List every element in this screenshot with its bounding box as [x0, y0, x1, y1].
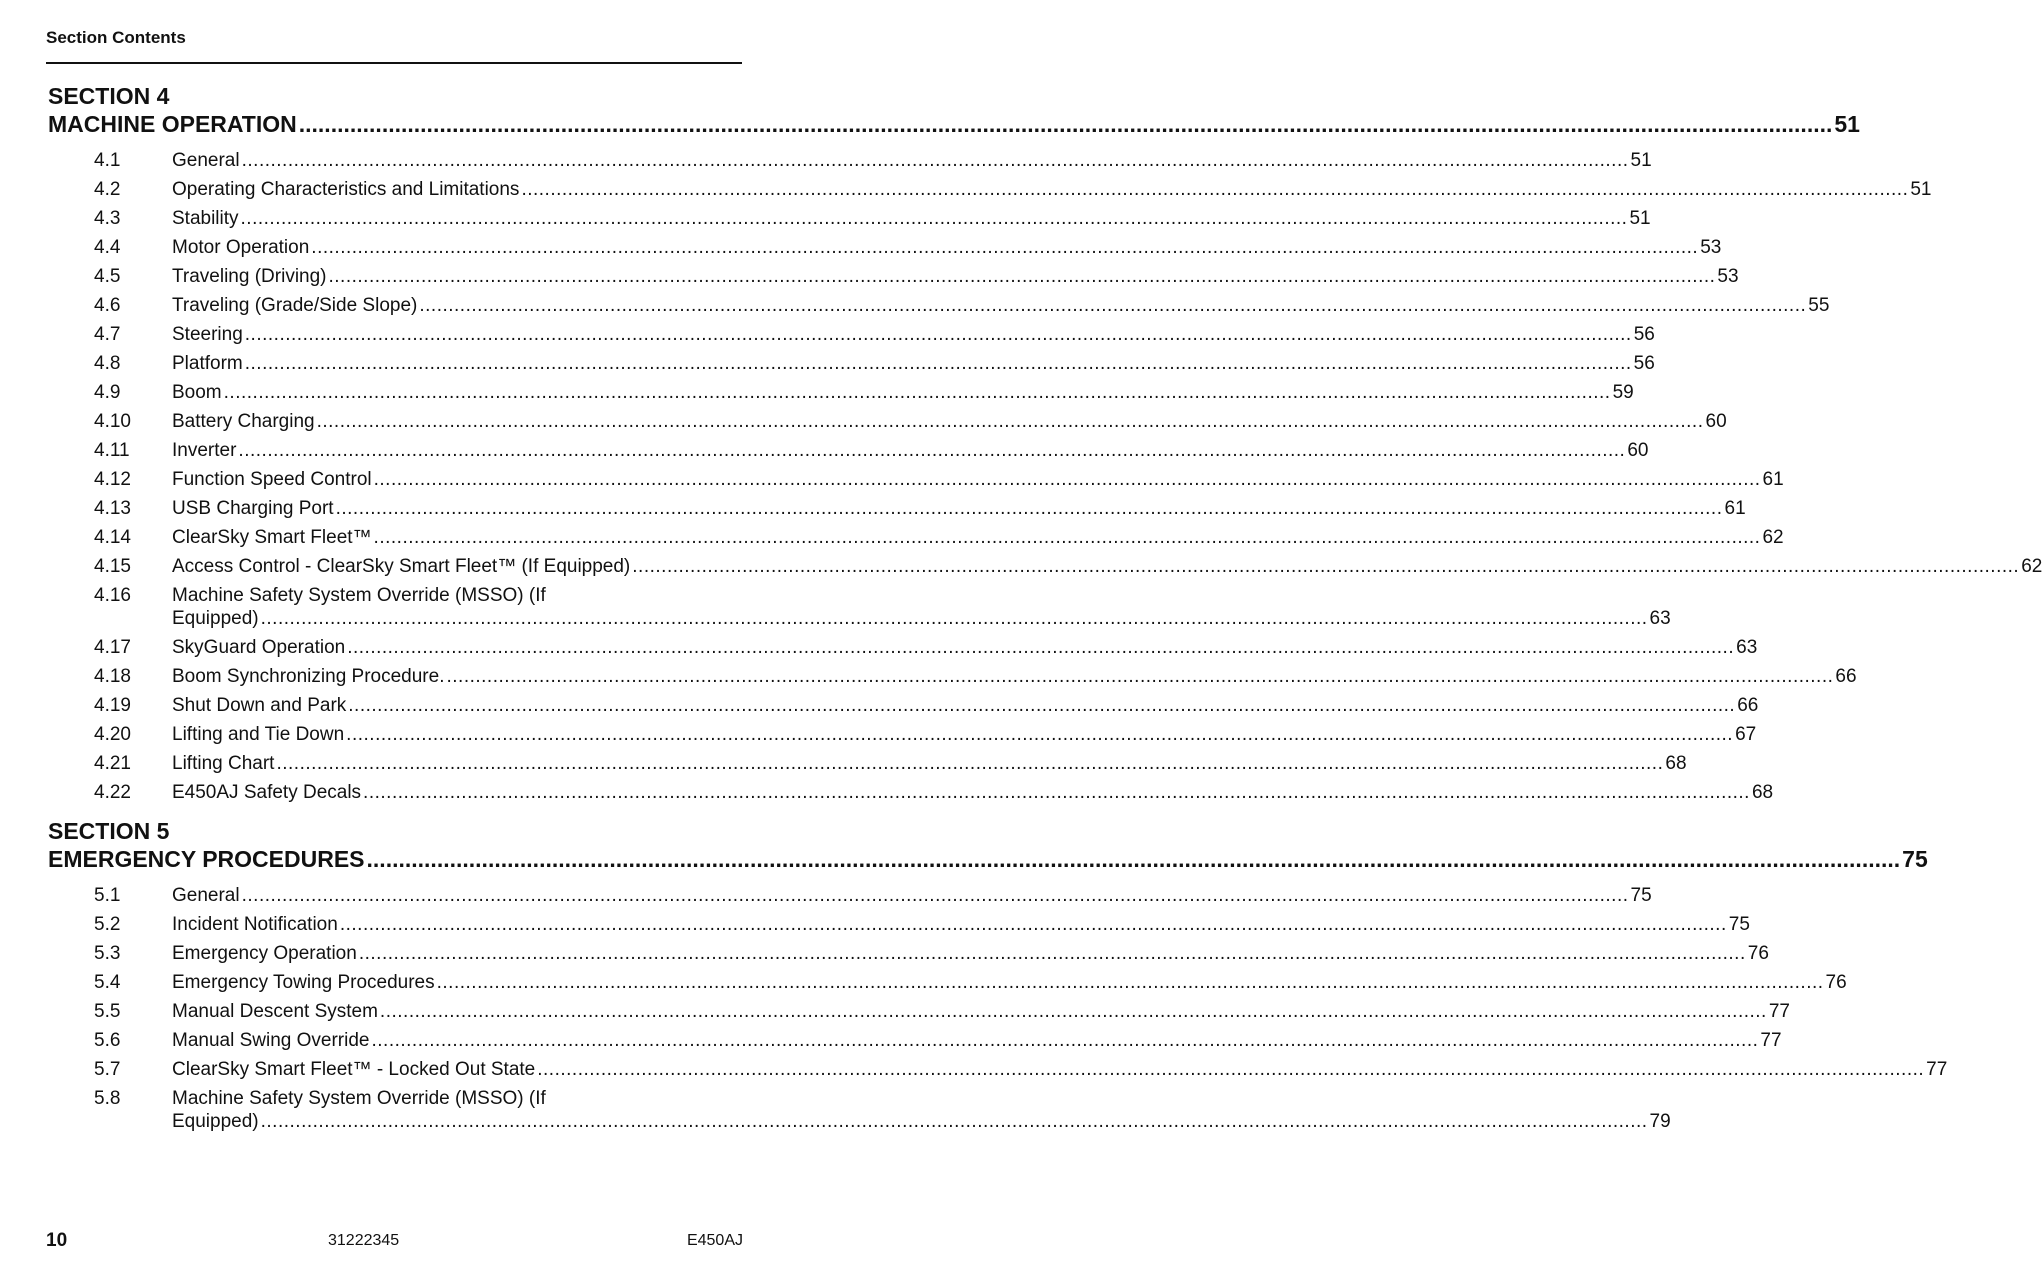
section-number-label: SECTION 5 — [48, 818, 170, 844]
footer-document-number: 31222345 — [328, 1232, 400, 1249]
entry-page-number: 66 — [1835, 666, 1857, 687]
section-title: EMERGENCY PROCEDURES — [48, 846, 365, 872]
entry-title: Traveling (Grade/Side Slope) — [172, 295, 418, 316]
toc-section — [48, 817, 1948, 1136]
entry-number: 5.6 — [94, 1030, 121, 1051]
footer-page-number: 10 — [46, 1230, 68, 1251]
entry-title: Lifting Chart — [172, 753, 275, 774]
dot-leader — [632, 552, 2019, 581]
toc-entry[interactable] — [48, 349, 1655, 378]
dot-leader — [317, 407, 1704, 436]
entry-number: 4.12 — [94, 469, 131, 490]
toc-entry[interactable] — [48, 881, 1652, 910]
entry-title: Access Control - ClearSky Smart Fleet™ (If Equipped) — [172, 556, 631, 577]
entry-page-number: 51 — [1630, 150, 1652, 171]
toc-entry[interactable] — [48, 691, 1759, 720]
dot-leader — [359, 939, 1746, 968]
toc-entry[interactable] — [48, 552, 2042, 581]
entry-number: 5.4 — [94, 972, 121, 993]
dot-leader — [348, 691, 1735, 720]
toc-entry[interactable] — [48, 175, 1932, 204]
entry-page-number: 61 — [1762, 469, 1784, 490]
entry-title: USB Charging Port — [172, 498, 334, 519]
entry-page-number: 56 — [1633, 324, 1655, 345]
dot-leader — [329, 262, 1716, 291]
entry-page-number: 51 — [1910, 179, 1932, 200]
entry-title: Motor Operation — [172, 237, 310, 258]
dot-leader — [242, 881, 1629, 910]
section-page-number: 75 — [1902, 846, 1928, 872]
toc-entry[interactable] — [48, 720, 1757, 749]
entry-page-number: 77 — [1760, 1030, 1782, 1051]
entry-number: 5.5 — [94, 1001, 121, 1022]
dot-leader — [241, 204, 1628, 233]
entry-page-number: 77 — [1768, 1001, 1790, 1022]
toc-entry[interactable] — [48, 320, 1655, 349]
entry-title: Machine Safety System Override (MSSO) (If — [172, 585, 546, 606]
toc-entry[interactable] — [48, 633, 1758, 662]
entry-number: 4.5 — [94, 266, 121, 287]
entry-title: Function Speed Control — [172, 469, 372, 490]
entry-title: General — [172, 885, 240, 906]
entry-number: 4.10 — [94, 411, 131, 432]
toc-entry[interactable] — [48, 581, 1671, 633]
entry-number: 4.6 — [94, 295, 121, 316]
toc-entry[interactable] — [48, 910, 1750, 939]
entry-title: Emergency Towing Procedures — [172, 972, 435, 993]
section-title-link[interactable] — [48, 110, 1860, 138]
footer-model: E450AJ — [686, 1232, 743, 1249]
entry-title: Manual Swing Override — [172, 1030, 370, 1051]
entry-page-number: 66 — [1737, 695, 1759, 716]
entry-page-number: 75 — [1728, 914, 1750, 935]
entry-page-number: 60 — [1627, 440, 1649, 461]
entry-page-number: 56 — [1633, 353, 1655, 374]
toc-entry[interactable] — [48, 939, 1769, 968]
entry-number: 4.9 — [94, 382, 121, 403]
entry-title: ClearSky Smart Fleet™ - Locked Out State — [172, 1059, 536, 1080]
dot-leader — [242, 146, 1629, 175]
entry-number: 4.3 — [94, 208, 121, 229]
entry-number: 4.4 — [94, 237, 121, 258]
dot-leader — [336, 494, 1723, 523]
entry-page-number: 59 — [1612, 382, 1634, 403]
entry-number: 4.18 — [94, 666, 131, 687]
entry-page-number: 68 — [1751, 782, 1774, 803]
entry-title: Traveling (Driving) — [172, 266, 327, 287]
dot-leader — [299, 110, 1833, 138]
entry-page-number: 61 — [1724, 498, 1746, 519]
entry-number: 5.7 — [94, 1059, 121, 1080]
dot-leader — [261, 607, 1648, 630]
entry-number: 4.19 — [94, 695, 131, 716]
toc-entry[interactable] — [48, 968, 1847, 997]
dot-leader — [419, 291, 1806, 320]
entry-title: ClearSky Smart Fleet™ — [172, 527, 372, 548]
dot-leader — [380, 997, 1767, 1026]
entry-title: Stability — [172, 208, 239, 229]
entry-title: Platform — [172, 353, 243, 374]
dot-leader — [367, 845, 1901, 873]
section-title: MACHINE OPERATION — [48, 111, 297, 137]
toc-entry[interactable] — [48, 233, 1722, 262]
entry-number: 4.22 — [94, 782, 131, 803]
entry-page-number: 75 — [1630, 885, 1652, 906]
entry-page-number: 60 — [1705, 411, 1727, 432]
toc-entry[interactable] — [48, 1055, 1948, 1084]
entry-title: Incident Notification — [172, 914, 338, 935]
page-header-title: Section Contents — [46, 28, 186, 47]
entry-page-number: 79 — [1649, 1111, 1671, 1132]
table-of-contents — [48, 82, 2042, 1146]
dot-leader — [363, 778, 1750, 807]
toc-entry[interactable] — [48, 778, 1774, 807]
entry-title: Emergency Operation — [172, 943, 357, 964]
entry-page-number: 51 — [1629, 208, 1651, 229]
entry-page-number: 62 — [2021, 556, 2042, 577]
entry-title: General — [172, 150, 240, 171]
toc-entry[interactable] — [48, 465, 1784, 494]
entry-page-number: 63 — [1736, 637, 1758, 658]
toc-section — [48, 82, 2042, 807]
entry-number: 4.20 — [94, 724, 131, 745]
entry-page-number: 67 — [1735, 724, 1757, 745]
dot-leader — [437, 968, 1824, 997]
entry-title: Battery Charging — [172, 411, 315, 432]
entry-title: Boom Synchronizing Procedure. — [172, 666, 445, 687]
entry-page-number: 62 — [1762, 527, 1784, 548]
entry-number: 5.1 — [94, 885, 121, 906]
entry-title: Lifting and Tie Down — [172, 724, 345, 745]
toc-entry[interactable] — [48, 494, 1746, 523]
entry-number: 5.3 — [94, 943, 121, 964]
entry-page-number: 55 — [1808, 295, 1830, 316]
entry-title: E450AJ Safety Decals — [172, 782, 362, 803]
dot-leader — [245, 320, 1632, 349]
toc-entry[interactable] — [48, 146, 1652, 175]
section-title-link[interactable] — [48, 845, 1928, 873]
entry-number: 4.7 — [94, 324, 121, 345]
dot-leader — [276, 749, 1663, 778]
toc-entry[interactable] — [48, 378, 1634, 407]
dot-leader — [537, 1055, 1924, 1084]
entry-page-number: 76 — [1825, 972, 1847, 993]
entry-page-number: 63 — [1649, 608, 1671, 629]
entry-number: 4.17 — [94, 637, 131, 658]
dot-leader — [311, 233, 1698, 262]
entry-number: 5.2 — [94, 914, 121, 935]
entry-page-number: 68 — [1665, 753, 1687, 774]
toc-entry[interactable] — [48, 997, 1790, 1026]
dot-leader — [340, 910, 1727, 939]
entry-title: SkyGuard Operation — [172, 637, 346, 658]
entry-number: 4.1 — [94, 150, 121, 171]
entry-title: Manual Descent System — [172, 1001, 378, 1022]
entry-number: 4.13 — [94, 498, 131, 519]
entry-number: 4.21 — [94, 753, 131, 774]
section-number-label: SECTION 4 — [48, 83, 170, 109]
dot-leader — [521, 175, 1908, 204]
entry-title: Inverter — [172, 440, 237, 461]
entry-page-number: 53 — [1700, 237, 1722, 258]
toc-entry[interactable] — [48, 204, 1651, 233]
toc-entry[interactable] — [48, 262, 1739, 291]
entry-number: 4.11 — [94, 440, 130, 461]
dot-leader — [224, 378, 1611, 407]
dot-leader — [374, 523, 1761, 552]
toc-entry[interactable] — [48, 1026, 1782, 1055]
dot-leader — [347, 633, 1734, 662]
dot-leader — [245, 349, 1632, 378]
header-divider — [46, 62, 742, 64]
entry-title: Equipped) — [172, 608, 259, 629]
entry-number: 4.15 — [94, 556, 131, 577]
toc-entry[interactable] — [48, 436, 1649, 465]
entry-title: Equipped) — [172, 1111, 259, 1132]
entry-page-number: 76 — [1747, 943, 1769, 964]
entry-title: Shut Down and Park — [172, 695, 347, 716]
entry-number: 4.8 — [94, 353, 121, 374]
entry-number: 4.14 — [94, 527, 131, 548]
toc-entry[interactable] — [48, 523, 1784, 552]
toc-entry[interactable] — [48, 662, 1857, 691]
dot-leader — [261, 1110, 1648, 1133]
dot-leader — [346, 720, 1733, 749]
entry-title: Boom — [172, 382, 222, 403]
entry-title: Steering — [172, 324, 243, 345]
dot-leader — [238, 436, 1625, 465]
entry-page-number: 77 — [1926, 1059, 1948, 1080]
dot-leader — [374, 465, 1761, 494]
section-page-number: 51 — [1834, 111, 1860, 137]
entry-number: 4.16 — [94, 585, 131, 606]
entry-number: 5.8 — [94, 1088, 121, 1109]
dot-leader — [371, 1026, 1758, 1055]
entry-title: Operating Characteristics and Limitations — [172, 179, 520, 200]
toc-entry[interactable] — [48, 291, 1830, 320]
toc-entry[interactable] — [48, 749, 1687, 778]
toc-entry[interactable] — [48, 1084, 1671, 1136]
entry-number: 4.2 — [94, 179, 121, 200]
entry-title: Machine Safety System Override (MSSO) (If — [172, 1088, 546, 1109]
dot-leader — [446, 662, 1833, 691]
entry-page-number: 53 — [1717, 266, 1739, 287]
toc-entry[interactable] — [48, 407, 1727, 436]
